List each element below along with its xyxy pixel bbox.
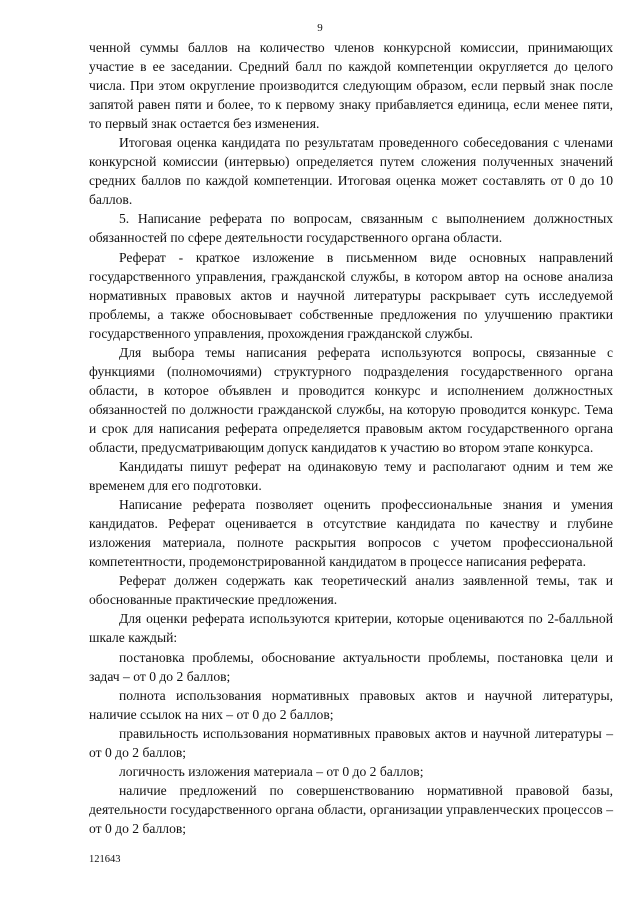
paragraph-essay-evaluation: Написание реферата позволяет оценить профессиональные знания и умения кандидатов. Реферат оценивается в отсутствие кандидата по качеству и глубине изложения материала, полноте раскрытия вопросов с учетом профессиональной компетентности, продемонстрированной кандидатом в процессе написания реферата.: [89, 497, 613, 570]
paragraph-continuation: ченной суммы баллов на количество членов конкурсной комиссии, принимающих участие в ее заседании. Средний балл по каждой компетенции округляется до целого числа. При этом округление производится следующим образом, если первый знак после запятой равен пяти и более, то к первому знаку прибавляется единица, если менее пяти, то первый знак остается без изменения.: [89, 40, 613, 132]
criterion-item: постановка проблемы, обоснование актуальности проблемы, постановка цели и задач – от 0 до 2 баллов;: [89, 649, 613, 684]
paragraph-criteria-intro: Для оценки реферата используются критерии, которые оцениваются по 2-балльной шкале каждый:: [89, 611, 613, 646]
criterion-item: наличие предложений по совершенствованию нормативной правовой базы, деятельности государственного органа области, организации управленческих процессов – от 0 до 2 баллов;: [89, 782, 613, 836]
criterion-item: логичность изложения материала – от 0 до 2 баллов;: [119, 763, 424, 779]
criterion-item: правильность использования нормативных правовых актов и научной литературы – от 0 до 2 баллов;: [89, 725, 613, 760]
criterion-item: полнота использования нормативных правовых актов и научной литературы, наличие ссылок на них – от 0 до 2 баллов;: [89, 687, 613, 722]
page-number: 9: [317, 22, 323, 34]
paragraph-final-score: Итоговая оценка кандидата по результатам проведенного собеседования с членами конкурсной комиссии (интервью) определяется путем сложения полученных значений средних баллов по каждой компетенции. Итоговая оценка может составлять от 0 до 10 баллов.: [89, 135, 613, 208]
paragraph-topic-selection: Для выбора темы написания реферата используются вопросы, связанные с функциями (полномочиями) структурного подразделения государственного органа области, в которое объявлен и проводится конкурс и исполнением должностных обязанностей по должности гражданской службы, на которую проводится конкурс. Тема и срок для написания реферата определяется правовым актом государственного органа области, предусматривающим допуск кандидатов к участию во втором этапе конкурса.: [89, 344, 613, 455]
paragraph-essay-content: Реферат должен содержать как теоретический анализ заявленной темы, так и обоснованные практические предложения.: [89, 573, 613, 608]
paragraph-essay-definition: Реферат - краткое изложение в письменном виде основных направлений государственного управления, гражданской службы, в котором автор на основе анализа нормативных правовых актов и научной литературы раскрывает суть исследуемой проблемы, а также обосновывает собственные предложения по улучшению практики государственного управления, прохождения гражданской службы.: [89, 249, 613, 341]
paragraph-essay-heading: 5. Написание реферата по вопросам, связанным с выполнением должностных обязанностей по сфере деятельности государственного органа области.: [89, 211, 613, 246]
document-body: [89, 38, 613, 838]
document-id: 121643: [89, 854, 121, 865]
paragraph-same-topic: Кандидаты пишут реферат на одинаковую тему и располагают одним и тем же временем для его подготовки.: [89, 459, 613, 494]
